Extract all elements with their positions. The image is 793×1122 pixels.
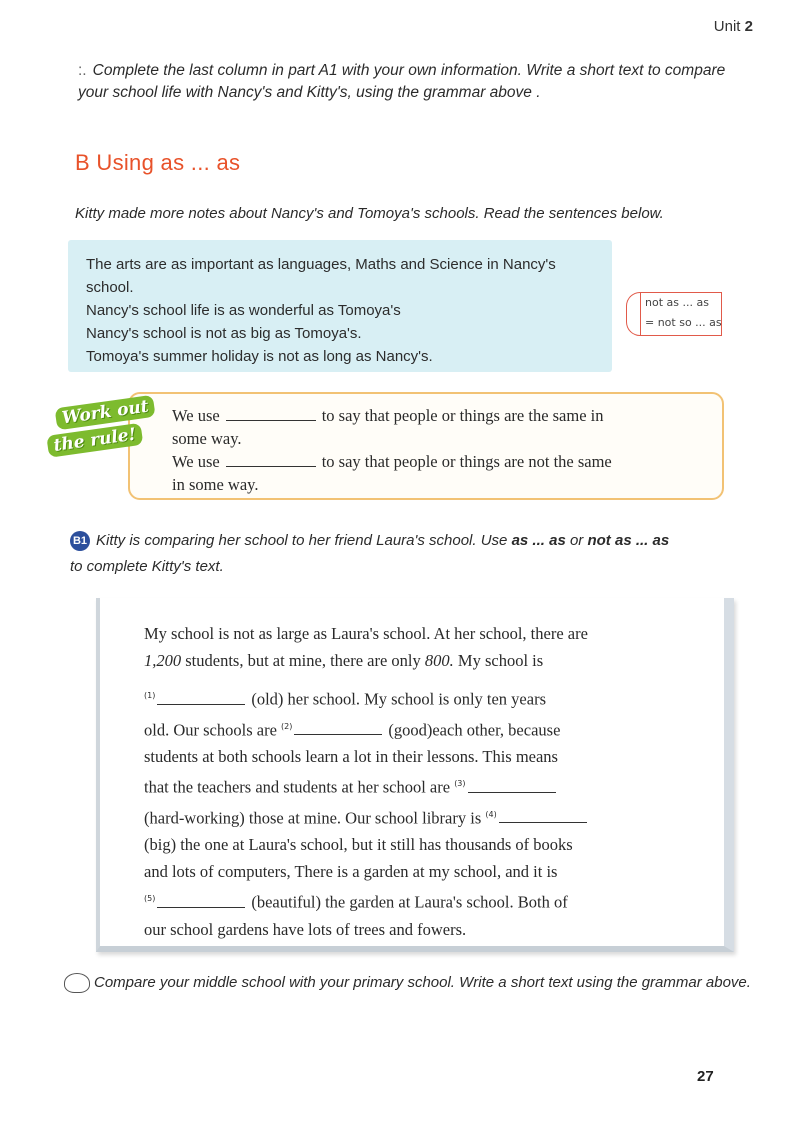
rule-line-2: We use to say that people or things are not the same	[172, 452, 612, 471]
rule-text	[172, 404, 702, 496]
blank-3[interactable]	[468, 778, 556, 793]
blank-1[interactable]	[157, 690, 245, 705]
top-task	[78, 60, 758, 104]
badge-line-1: Work out	[55, 395, 156, 431]
section-instruction: Kitty made more notes about Nancy's and Tomoya's schools. Read the sentences below.	[75, 205, 664, 222]
write-bubble-icon	[64, 973, 90, 993]
bottom-task-text: Compare your middle school with your primary school. Write a short text using the grammar above.	[94, 974, 751, 991]
blank-field[interactable]	[226, 452, 316, 467]
example-line: Tomoya's summer holiday is not as long as Nancy's.	[86, 348, 433, 365]
top-task-text: Complete the last column in part A1 with your own information. Write a short text to compare your school life with Nancy's and Kitty's, using the grammar above .	[78, 62, 726, 101]
blank-5[interactable]	[157, 893, 245, 908]
unit-label-text: Unit	[713, 18, 741, 35]
kitty-text-paper	[96, 598, 734, 952]
blank-4[interactable]	[499, 808, 587, 823]
example-sentences-box	[68, 240, 612, 372]
blank-field[interactable]	[226, 406, 316, 421]
example-line: The arts are as important as languages, Maths and Science in Nancy's	[86, 256, 556, 273]
kitty-text: My school is not as large as Laura's school. At her school, there are 1,200 students, but at mine, there are only 800. My school is $^{(1)}$ (old) her school. My school is only ten years old. Our schools are $^{(2)}$ (good)each other, because students at both schools learn a lot in their lessons. This means that the teachers and students at her school are $^{(3)}$ (hard-working) those at mine. Our school library is $^{(4)}$ (big) the one at Laura's school, but it still has thousands of books and lots of computers, There is a garden at my school, and it is $^{(5)}$ (beautiful) the garden at Laura's school. Both of our school gardens have lots of trees and fowers.	[144, 624, 588, 939]
badge-line-2: the rule!	[46, 423, 143, 458]
example-line: Nancy's school is not as big as Tomoya's.	[86, 325, 362, 342]
work-out-rule-box	[128, 392, 724, 500]
blank-2[interactable]	[294, 720, 382, 735]
note-box	[640, 292, 722, 336]
grammar-note	[622, 290, 732, 338]
unit-label	[714, 18, 753, 35]
page-number: 27	[697, 1068, 714, 1085]
example-line: school.	[86, 279, 134, 296]
note-line: not as ... as	[645, 296, 709, 309]
rule-line-2b: in some way.	[172, 475, 259, 494]
b1-instruction: B1 Kitty is comparing her school to her friend Laura's school. Use as ... as or not as ... as to complete Kitty's text.	[70, 532, 670, 575]
section-heading: B Using as ... as	[75, 150, 241, 175]
unit-number: 2	[744, 18, 753, 35]
b1-badge-icon: B1	[70, 531, 90, 551]
rule-line-1: We use to say that people or things are the same in	[172, 406, 604, 425]
example-line: Nancy's school life is as wonderful as Tomoya's	[86, 302, 401, 319]
rule-line-1b: some way.	[172, 429, 242, 448]
task-marker-icon: :.	[78, 62, 87, 79]
bottom-task	[64, 972, 764, 994]
note-line: = not so ... as	[645, 316, 722, 329]
